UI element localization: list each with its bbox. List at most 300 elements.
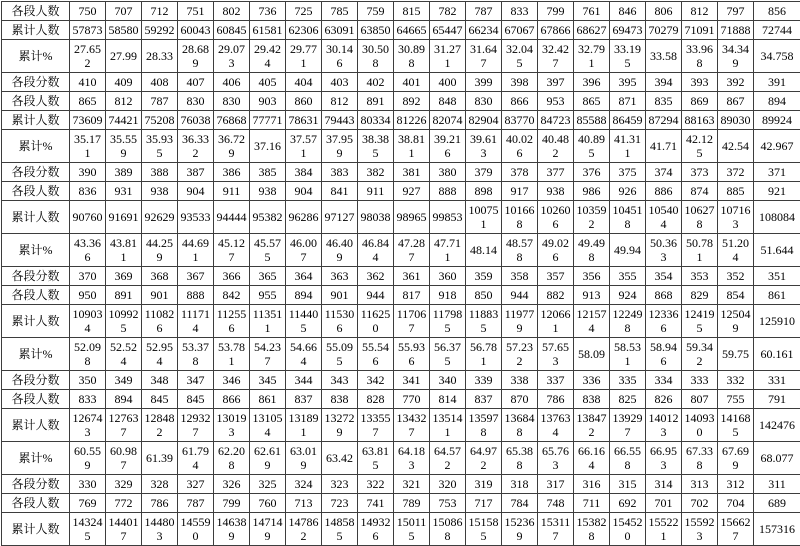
- cell: 33.968: [682, 40, 718, 73]
- cell: 44.259: [142, 234, 178, 267]
- cell: 711: [574, 494, 610, 513]
- cell: 60043: [178, 21, 214, 40]
- row-label: 累计人数: [2, 305, 70, 338]
- cell: 833: [70, 390, 106, 409]
- cell: 841: [322, 182, 358, 201]
- cell: 101668: [502, 201, 538, 234]
- score-distribution-table: [1, 1, 800, 546]
- cell: 34.758: [754, 40, 800, 73]
- cell: 156627: [718, 513, 754, 546]
- cell: 392: [718, 73, 754, 92]
- row-label: 各段分数: [2, 371, 70, 390]
- cell: 407: [178, 73, 214, 92]
- cell: 141685: [718, 409, 754, 442]
- cell: 135978: [466, 409, 502, 442]
- cell: 33.58: [646, 40, 682, 73]
- cell: 888: [430, 182, 466, 201]
- cell: 42.54: [718, 130, 754, 163]
- cell: 47.287: [394, 234, 430, 267]
- cell: 950: [70, 286, 106, 305]
- cell: 319: [466, 475, 502, 494]
- cell: 770: [394, 390, 430, 409]
- cell: 845: [142, 390, 178, 409]
- cell: 927: [394, 182, 430, 201]
- table-row: [2, 73, 800, 92]
- cell: 938: [250, 182, 286, 201]
- cell: 791: [754, 390, 800, 409]
- cell: 860: [286, 92, 322, 111]
- cell: 99853: [430, 201, 466, 234]
- row-label: 累计人数: [2, 111, 70, 130]
- cell: 29.771: [286, 40, 322, 73]
- cell: 861: [754, 286, 800, 305]
- cell: 406: [214, 73, 250, 92]
- cell: 362: [358, 267, 394, 286]
- cell: 386: [214, 163, 250, 182]
- cell: 390: [70, 163, 106, 182]
- cell: 108084: [754, 201, 800, 234]
- cell: 761: [574, 2, 610, 21]
- cell: 353: [682, 267, 718, 286]
- cell: 95382: [250, 201, 286, 234]
- cell: 30.898: [394, 40, 430, 73]
- cell: 140123: [646, 409, 682, 442]
- cell: 53.378: [178, 338, 214, 371]
- cell: 350: [70, 371, 106, 390]
- cell: 931: [106, 182, 142, 201]
- cell: 72744: [754, 21, 800, 40]
- cell: 769: [70, 494, 106, 513]
- cell: 376: [574, 163, 610, 182]
- cell: 335: [610, 371, 646, 390]
- cell: 49.498: [574, 234, 610, 267]
- cell: 388: [142, 163, 178, 182]
- cell: 76038: [178, 111, 214, 130]
- cell: 368: [142, 267, 178, 286]
- cell: 139297: [610, 409, 646, 442]
- cell: 348: [142, 371, 178, 390]
- cell: 89030: [718, 111, 754, 130]
- cell: 856: [754, 2, 800, 21]
- cell: 129327: [178, 409, 214, 442]
- cell: 55.936: [394, 338, 430, 371]
- cell: 402: [358, 73, 394, 92]
- cell: 404: [286, 73, 322, 92]
- table-row: [2, 40, 800, 73]
- cell: 814: [430, 390, 466, 409]
- cell: 838: [574, 390, 610, 409]
- cell: 812: [322, 92, 358, 111]
- cell: 340: [430, 371, 466, 390]
- cell: 78631: [286, 111, 322, 130]
- cell: 904: [286, 182, 322, 201]
- cell: 115306: [322, 305, 358, 338]
- cell: 63.019: [286, 442, 322, 475]
- cell: 369: [106, 267, 142, 286]
- cell: 90760: [70, 201, 106, 234]
- cell: 789: [394, 494, 430, 513]
- cell: 828: [358, 390, 394, 409]
- cell: 938: [142, 182, 178, 201]
- cell: 836: [70, 182, 106, 201]
- cell: 904: [178, 182, 214, 201]
- cell: 66.953: [646, 442, 682, 475]
- cell: 408: [142, 73, 178, 92]
- cell: 106278: [682, 201, 718, 234]
- cell: 124195: [682, 305, 718, 338]
- cell: 107163: [718, 201, 754, 234]
- cell: 707: [106, 2, 142, 21]
- cell: 365: [250, 267, 286, 286]
- row-label: 各段人数: [2, 390, 70, 409]
- cell: 845: [178, 390, 214, 409]
- cell: 35.935: [142, 130, 178, 163]
- cell: 65.763: [538, 442, 574, 475]
- cell: 65447: [430, 21, 466, 40]
- table-row: [2, 111, 800, 130]
- cell: 333: [682, 371, 718, 390]
- cell: 71091: [682, 21, 718, 40]
- cell: 100751: [466, 201, 502, 234]
- cell: 142476: [754, 409, 800, 442]
- cell: 401: [394, 73, 430, 92]
- cell: 84723: [538, 111, 574, 130]
- cell: 313: [682, 475, 718, 494]
- cell: 150115: [394, 513, 430, 546]
- cell: 409: [106, 73, 142, 92]
- cell: 37.571: [286, 130, 322, 163]
- cell: 323: [322, 475, 358, 494]
- cell: 748: [538, 494, 574, 513]
- cell: 317: [538, 475, 574, 494]
- row-label: 各段人数: [2, 494, 70, 513]
- cell: 355: [610, 267, 646, 286]
- cell: 868: [646, 286, 682, 305]
- cell: 337: [538, 371, 574, 390]
- cell: 56.781: [466, 338, 502, 371]
- cell: 152369: [502, 513, 538, 546]
- cell: 894: [286, 286, 322, 305]
- cell: 35.559: [106, 130, 142, 163]
- cell: 69473: [610, 21, 646, 40]
- cell: 807: [682, 390, 718, 409]
- cell: 61.794: [178, 442, 214, 475]
- cell: 128482: [142, 409, 178, 442]
- row-label: 各段分数: [2, 267, 70, 286]
- cell: 46.409: [322, 234, 358, 267]
- cell: 815: [394, 2, 430, 21]
- cell: 833: [502, 2, 538, 21]
- cell: 741: [358, 494, 394, 513]
- cell: 360: [430, 267, 466, 286]
- cell: 58580: [106, 21, 142, 40]
- table-row: [2, 494, 800, 513]
- cell: 136848: [502, 409, 538, 442]
- cell: 46.007: [286, 234, 322, 267]
- cell: 58.09: [574, 338, 610, 371]
- cell: 346: [214, 371, 250, 390]
- cell: 144803: [142, 513, 178, 546]
- cell: 405: [250, 73, 286, 92]
- cell: 396: [574, 73, 610, 92]
- cell: 155923: [682, 513, 718, 546]
- table-row: [2, 130, 800, 163]
- cell: 56.375: [430, 338, 466, 371]
- cell: 760: [250, 494, 286, 513]
- cell: 67.338: [682, 442, 718, 475]
- cell: 91691: [106, 201, 142, 234]
- cell: 787: [142, 92, 178, 111]
- cell: 701: [646, 494, 682, 513]
- cell: 88163: [682, 111, 718, 130]
- cell: 54.664: [286, 338, 322, 371]
- cell: 898: [466, 182, 502, 201]
- row-label: 各段分数: [2, 475, 70, 494]
- cell: 986: [574, 182, 610, 201]
- cell: 373: [682, 163, 718, 182]
- cell: 874: [682, 182, 718, 201]
- cell: 82904: [466, 111, 502, 130]
- cell: 911: [358, 182, 394, 201]
- cell: 59292: [142, 21, 178, 40]
- cell: 46.844: [358, 234, 394, 267]
- cell: 399: [466, 73, 502, 92]
- cell: 60845: [214, 21, 250, 40]
- cell: 61.39: [142, 442, 178, 475]
- row-label: 累计%: [2, 40, 70, 73]
- cell: 891: [358, 92, 394, 111]
- cell: 67.699: [718, 442, 754, 475]
- cell: 826: [646, 390, 682, 409]
- cell: 109034: [70, 305, 106, 338]
- cell: 148585: [322, 513, 358, 546]
- cell: 772: [106, 494, 142, 513]
- cell: 389: [106, 163, 142, 182]
- cell: 103592: [574, 201, 610, 234]
- cell: 42.125: [682, 130, 718, 163]
- cell: 866: [502, 92, 538, 111]
- cell: 119779: [502, 305, 538, 338]
- cell: 359: [466, 267, 502, 286]
- cell: 133557: [358, 409, 394, 442]
- cell: 125049: [718, 305, 754, 338]
- cell: 316: [574, 475, 610, 494]
- cell: 38.385: [358, 130, 394, 163]
- cell: 48.578: [502, 234, 538, 267]
- cell: 387: [178, 163, 214, 182]
- cell: 51.204: [718, 234, 754, 267]
- cell: 150868: [430, 513, 466, 546]
- cell: 131891: [286, 409, 322, 442]
- cell: 802: [214, 2, 250, 21]
- table-row: [2, 267, 800, 286]
- cell: 339: [466, 371, 502, 390]
- cell: 363: [322, 267, 358, 286]
- cell: 848: [430, 92, 466, 111]
- cell: 64.572: [430, 442, 466, 475]
- cell: 76868: [214, 111, 250, 130]
- cell: 49.026: [538, 234, 574, 267]
- cell: 846: [610, 2, 646, 21]
- cell: 370: [70, 267, 106, 286]
- cell: 40.895: [574, 130, 610, 163]
- cell: 39.613: [466, 130, 502, 163]
- table-row: [2, 182, 800, 201]
- table-row: [2, 390, 800, 409]
- table-row: [2, 286, 800, 305]
- cell: 344: [286, 371, 322, 390]
- cell: 93533: [178, 201, 214, 234]
- cell: 67866: [538, 21, 574, 40]
- row-label: 累计人数: [2, 21, 70, 40]
- cell: 787: [178, 494, 214, 513]
- cell: 361: [394, 267, 430, 286]
- cell: 55.095: [322, 338, 358, 371]
- row-label: 累计人数: [2, 513, 70, 546]
- cell: 34.349: [718, 40, 754, 73]
- cell: 71888: [718, 21, 754, 40]
- table-body: [2, 2, 800, 546]
- cell: 126743: [70, 409, 106, 442]
- cell: 75208: [142, 111, 178, 130]
- cell: 352: [718, 267, 754, 286]
- cell: 33.195: [610, 40, 646, 73]
- cell: 944: [502, 286, 538, 305]
- cell: 782: [430, 2, 466, 21]
- cell: 62.619: [250, 442, 286, 475]
- cell: 870: [502, 390, 538, 409]
- cell: 787: [466, 2, 502, 21]
- cell: 381: [394, 163, 430, 182]
- cell: 865: [70, 92, 106, 111]
- cell: 785: [322, 2, 358, 21]
- cell: 109925: [106, 305, 142, 338]
- cell: 52.098: [70, 338, 106, 371]
- cell: 835: [646, 92, 682, 111]
- cell: 869: [682, 92, 718, 111]
- cell: 68627: [574, 21, 610, 40]
- cell: 112556: [214, 305, 250, 338]
- cell: 62.208: [214, 442, 250, 475]
- cell: 102606: [538, 201, 574, 234]
- cell: 49.94: [610, 234, 646, 267]
- cell: 130193: [214, 409, 250, 442]
- cell: 913: [574, 286, 610, 305]
- table-row: [2, 338, 800, 371]
- cell: 817: [394, 286, 430, 305]
- cell: 68.077: [754, 442, 800, 475]
- cell: 31.271: [430, 40, 466, 73]
- table-row: [2, 201, 800, 234]
- cell: 379: [466, 163, 502, 182]
- cell: 854: [718, 286, 754, 305]
- cell: 57.653: [538, 338, 574, 371]
- cell: 331: [754, 371, 800, 390]
- cell: 342: [358, 371, 394, 390]
- cell: 692: [610, 494, 646, 513]
- cell: 882: [538, 286, 574, 305]
- cell: 837: [286, 390, 322, 409]
- cell: 144017: [106, 513, 142, 546]
- cell: 888: [178, 286, 214, 305]
- cell: 327: [178, 475, 214, 494]
- cell: 82074: [430, 111, 466, 130]
- cell: 135141: [430, 409, 466, 442]
- cell: 329: [106, 475, 142, 494]
- cell: 122498: [610, 305, 646, 338]
- cell: 799: [214, 494, 250, 513]
- cell: 74421: [106, 111, 142, 130]
- cell: 151585: [466, 513, 502, 546]
- cell: 372: [718, 163, 754, 182]
- cell: 43.366: [70, 234, 106, 267]
- cell: 116250: [358, 305, 394, 338]
- cell: 325: [250, 475, 286, 494]
- cell: 117067: [394, 305, 430, 338]
- cell: 50.781: [682, 234, 718, 267]
- cell: 138472: [574, 409, 610, 442]
- cell: 32.045: [502, 40, 538, 73]
- table-row: [2, 442, 800, 475]
- cell: 375: [610, 163, 646, 182]
- cell: 65.388: [502, 442, 538, 475]
- cell: 322: [358, 475, 394, 494]
- cell: 57.232: [502, 338, 538, 371]
- score-distribution-sheet: [0, 1, 800, 546]
- cell: 332: [718, 371, 754, 390]
- cell: 63.815: [358, 442, 394, 475]
- table-row: [2, 305, 800, 338]
- table-row: [2, 92, 800, 111]
- cell: 894: [754, 92, 800, 111]
- cell: 143245: [70, 513, 106, 546]
- cell: 81226: [394, 111, 430, 130]
- cell: 378: [502, 163, 538, 182]
- cell: 351: [754, 267, 800, 286]
- cell: 911: [214, 182, 250, 201]
- cell: 79443: [322, 111, 358, 130]
- cell: 702: [682, 494, 718, 513]
- cell: 886: [646, 182, 682, 201]
- cell: 921: [754, 182, 800, 201]
- cell: 924: [610, 286, 646, 305]
- cell: 104518: [610, 201, 646, 234]
- cell: 28.689: [178, 40, 214, 73]
- cell: 66.164: [574, 442, 610, 475]
- cell: 917: [502, 182, 538, 201]
- cell: 382: [358, 163, 394, 182]
- cell: 31.647: [466, 40, 502, 73]
- cell: 54.237: [250, 338, 286, 371]
- row-label: 累计人数: [2, 201, 70, 234]
- cell: 64.183: [394, 442, 430, 475]
- cell: 410: [70, 73, 106, 92]
- row-label: 各段人数: [2, 182, 70, 201]
- cell: 338: [502, 371, 538, 390]
- cell: 58.946: [646, 338, 682, 371]
- cell: 45.575: [250, 234, 286, 267]
- cell: 328: [142, 475, 178, 494]
- cell: 86459: [610, 111, 646, 130]
- cell: 111714: [178, 305, 214, 338]
- cell: 334: [646, 371, 682, 390]
- cell: 689: [754, 494, 800, 513]
- cell: 725: [286, 2, 322, 21]
- cell: 812: [106, 92, 142, 111]
- cell: 43.811: [106, 234, 142, 267]
- cell: 704: [718, 494, 754, 513]
- cell: 60.987: [106, 442, 142, 475]
